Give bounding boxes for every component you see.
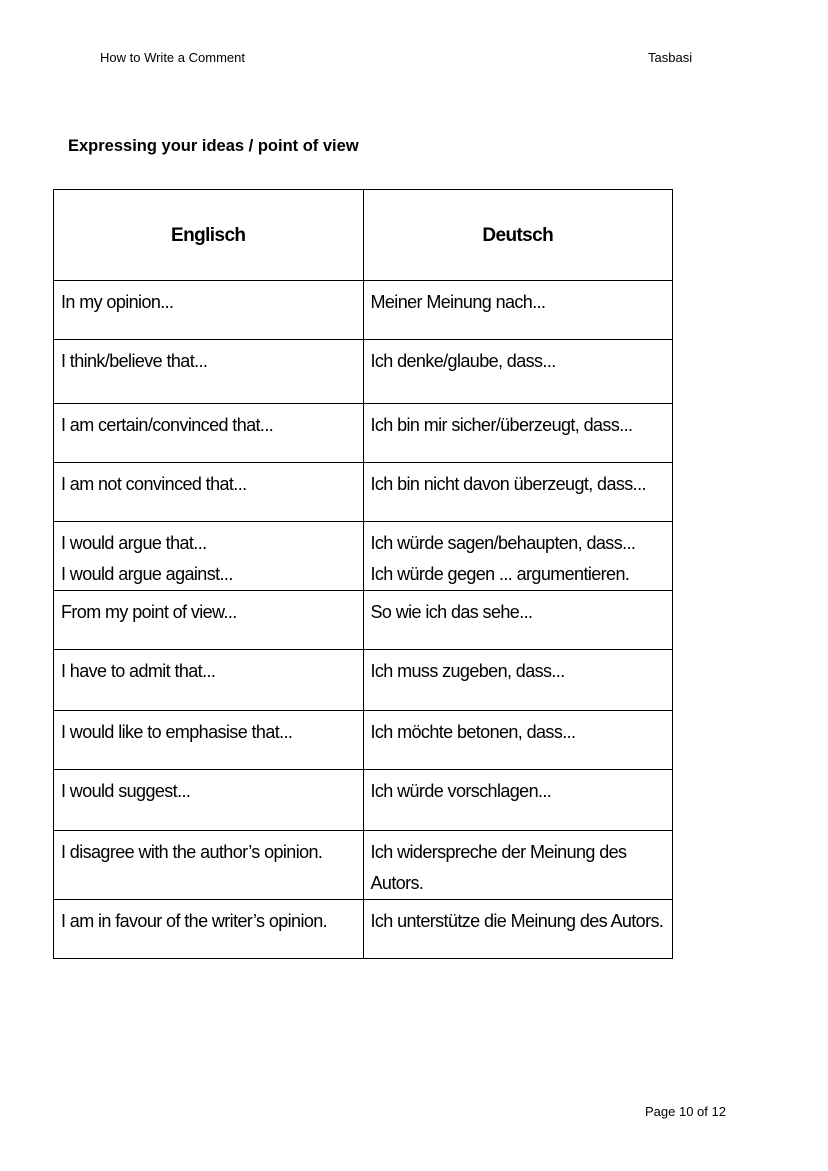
english-phrase-cell bbox=[54, 770, 364, 831]
english-phrase-text: From my point of view... bbox=[61, 602, 237, 622]
table-header-row bbox=[54, 190, 673, 281]
german-phrase-cell bbox=[363, 831, 673, 900]
english-phrase-text: I disagree with the author’s opinion. bbox=[61, 842, 323, 862]
german-phrase-text: Ich würde sagen/behaupten, dass... bbox=[370, 533, 636, 553]
german-phrase-text: Ich unterstütze die Meinung des Autors. bbox=[370, 911, 664, 931]
german-phrase-text: Ich würde vorschlagen... bbox=[370, 781, 552, 801]
german-phrase-cell bbox=[363, 340, 673, 404]
table-row bbox=[54, 831, 673, 900]
section-heading: Expressing your ideas / point of view bbox=[68, 137, 359, 155]
english-phrase-text: I would argue that... bbox=[61, 533, 207, 553]
english-phrase-text: In my opinion... bbox=[61, 292, 174, 312]
german-phrase-text: Ich möchte betonen, dass... bbox=[370, 722, 576, 742]
english-phrase-cell bbox=[54, 591, 364, 650]
german-phrase-cell bbox=[363, 522, 673, 591]
english-phrase-cell bbox=[54, 900, 364, 959]
english-phrase-text: I am certain/convinced that... bbox=[61, 415, 274, 435]
english-phrase-cell bbox=[54, 711, 364, 770]
phrase-table-container bbox=[53, 189, 674, 959]
english-phrase-text: I am not convinced that... bbox=[61, 474, 247, 494]
german-phrase-text: Ich würde gegen ... argumentieren. bbox=[370, 564, 630, 584]
english-phrase-cell bbox=[54, 404, 364, 463]
english-phrase-cell bbox=[54, 831, 364, 900]
table-body bbox=[54, 281, 673, 959]
german-phrase-cell bbox=[363, 770, 673, 831]
german-phrase-cell bbox=[363, 404, 673, 463]
english-phrase-cell bbox=[54, 340, 364, 404]
german-phrase-text: Ich bin nicht davon überzeugt, dass... bbox=[370, 474, 646, 494]
english-phrase-text: I am in favour of the writer’s opinion. bbox=[61, 911, 328, 931]
english-phrase-cell bbox=[54, 463, 364, 522]
english-phrase-text: I would argue against... bbox=[61, 564, 233, 584]
german-phrase-cell bbox=[363, 650, 673, 711]
german-phrase-cell bbox=[363, 711, 673, 770]
page-number: Page 10 of 12 bbox=[645, 1104, 726, 1119]
german-phrase-text: Meiner Meinung nach... bbox=[370, 292, 546, 312]
table-row bbox=[54, 522, 673, 591]
german-phrase-cell bbox=[363, 281, 673, 340]
phrase-table bbox=[53, 189, 673, 959]
header-document-title: How to Write a Comment bbox=[100, 50, 245, 65]
german-phrase-text: Autors. bbox=[370, 873, 424, 893]
table-row bbox=[54, 900, 673, 959]
table-row bbox=[54, 711, 673, 770]
english-phrase-cell bbox=[54, 522, 364, 591]
table-row bbox=[54, 591, 673, 650]
german-phrase-text: Ich widerspreche der Meinung des bbox=[370, 842, 627, 862]
table-row bbox=[54, 340, 673, 404]
german-phrase-text: So wie ich das sehe... bbox=[370, 602, 533, 622]
english-phrase-text: I have to admit that... bbox=[61, 661, 216, 681]
german-phrase-cell bbox=[363, 591, 673, 650]
english-phrase-text: I think/believe that... bbox=[61, 351, 208, 371]
german-phrase-text: Ich muss zugeben, dass... bbox=[370, 661, 565, 681]
english-phrase-cell bbox=[54, 650, 364, 711]
german-phrase-cell bbox=[363, 900, 673, 959]
table-row bbox=[54, 463, 673, 522]
german-phrase-cell bbox=[363, 463, 673, 522]
table-row bbox=[54, 650, 673, 711]
column-header-english: Englisch bbox=[54, 190, 364, 281]
german-phrase-text: Ich denke/glaube, dass... bbox=[370, 351, 556, 371]
english-phrase-cell bbox=[54, 281, 364, 340]
english-phrase-text: I would suggest... bbox=[61, 781, 191, 801]
header-author: Tasbasi bbox=[648, 50, 693, 65]
table-row bbox=[54, 281, 673, 340]
english-phrase-text: I would like to emphasise that... bbox=[61, 722, 293, 742]
table-row bbox=[54, 770, 673, 831]
german-phrase-text: Ich bin mir sicher/überzeugt, dass... bbox=[370, 415, 633, 435]
table-row bbox=[54, 404, 673, 463]
column-header-german: Deutsch bbox=[363, 190, 673, 281]
